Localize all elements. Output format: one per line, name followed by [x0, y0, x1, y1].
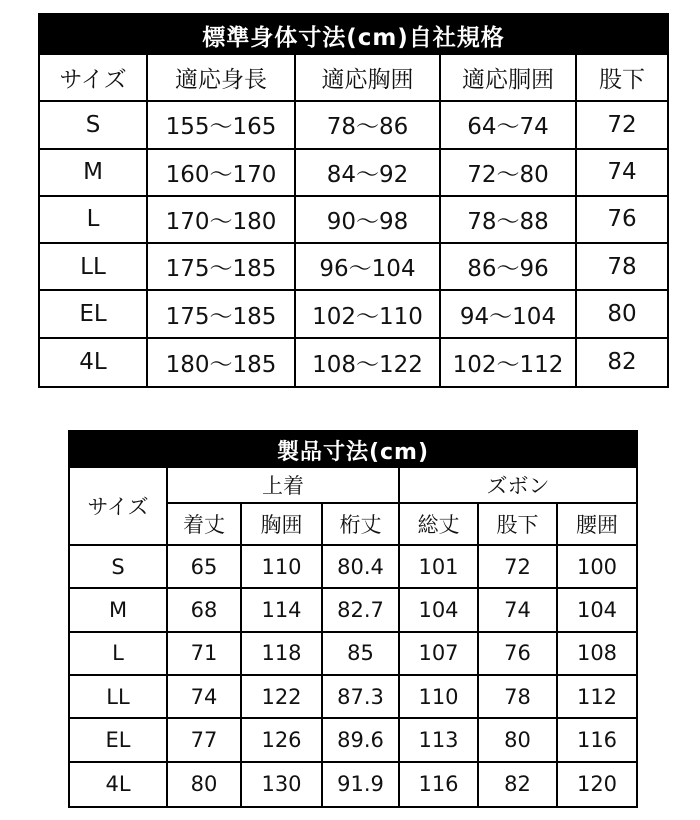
product-measurements-table — [68, 430, 638, 808]
column-header: 胸囲 — [242, 504, 323, 546]
table-cell: 80 — [479, 719, 558, 762]
table-cell: 120 — [576, 772, 618, 797]
column-header: 股下 — [577, 55, 667, 102]
size-cell: L — [70, 633, 168, 676]
table-cell: 65 — [168, 546, 242, 589]
table-cell: 113 — [400, 719, 479, 762]
table-cell: 72 — [479, 546, 558, 589]
column-header: 適応身長 — [148, 55, 296, 102]
column-header: 着丈 — [168, 504, 242, 546]
table-cell: 86～96 — [441, 244, 577, 291]
table-cell: 116 — [400, 763, 479, 806]
table-cell: 78～88 — [441, 197, 577, 244]
size-cell: M — [70, 589, 168, 632]
table-cell: 110 — [242, 546, 323, 589]
table-cell: 160～170 — [148, 150, 296, 197]
table-cell: 80.4 — [323, 546, 400, 589]
table-cell: 107 — [400, 633, 479, 676]
table-cell: 68 — [168, 589, 242, 632]
column-header: 総丈 — [400, 504, 479, 546]
table-cell: 155～165 — [148, 102, 296, 149]
table-cell: 80 — [168, 763, 242, 806]
table-cell: 85 — [323, 633, 400, 676]
size-cell: L — [40, 197, 148, 244]
table-cell: 122 — [242, 676, 323, 719]
size-cell: 4L — [40, 339, 148, 386]
table-cell: 72～80 — [441, 150, 577, 197]
size-cell: S — [70, 546, 168, 589]
group-header-pants: ズボン — [400, 468, 636, 504]
table-cell: 180～185 — [148, 339, 296, 386]
table-cell: 82 — [607, 349, 637, 376]
table-cell: 74 — [479, 589, 558, 632]
table-cell: 80 — [577, 291, 667, 338]
size-cell: 4L — [70, 763, 168, 806]
table-cell: 84～92 — [296, 150, 441, 197]
group-header-jacket: 上着 — [168, 468, 400, 504]
table-cell: 108 — [558, 633, 636, 676]
column-header: サイズ — [40, 55, 148, 102]
table-cell: 82.7 — [323, 589, 400, 632]
table-cell: 108～122 — [296, 339, 441, 386]
table-cell: 74 — [168, 676, 242, 719]
table-cell: 78～86 — [296, 102, 441, 149]
table-cell: 89.6 — [323, 719, 400, 762]
table-cell: 74 — [577, 150, 667, 197]
size-cell: LL — [70, 676, 168, 719]
table-cell: 71 — [168, 633, 242, 676]
table-cell: 104 — [400, 589, 479, 632]
table-cell: 64～74 — [441, 102, 577, 149]
table-cell: 100 — [558, 546, 636, 589]
table-cell: 118 — [242, 633, 323, 676]
table-cell: 76 — [479, 633, 558, 676]
size-cell: M — [40, 150, 148, 197]
size-cell: LL — [40, 244, 148, 291]
table-cell: 76 — [577, 197, 667, 244]
table-cell: 87.3 — [323, 676, 400, 719]
product-measurements-grid — [70, 468, 636, 806]
table-cell: 104 — [558, 589, 636, 632]
table-cell: 102～110 — [296, 291, 441, 338]
table-cell: 91.9 — [323, 763, 400, 806]
table-cell: 94～104 — [441, 291, 577, 338]
table-cell: 126 — [242, 719, 323, 762]
table-cell: 78 — [479, 676, 558, 719]
product-measurements-title: 製品寸法(cm) — [70, 432, 636, 468]
table-cell: 101 — [400, 546, 479, 589]
column-header: 股下 — [479, 504, 558, 546]
table-cell: 112 — [558, 676, 636, 719]
body-measurements-grid — [40, 55, 667, 386]
column-header: 適応胴囲 — [441, 55, 577, 102]
table-cell: 110 — [400, 676, 479, 719]
column-header: 腰囲 — [558, 504, 636, 546]
table-cell: 130 — [242, 763, 323, 806]
table-cell: 170～180 — [148, 197, 296, 244]
table-cell: 116 — [558, 719, 636, 762]
column-header: 桁丈 — [323, 504, 400, 546]
table-cell: 78 — [577, 244, 667, 291]
table-cell: 114 — [242, 589, 323, 632]
table-cell: 175～185 — [148, 291, 296, 338]
table-cell: 72 — [577, 102, 667, 149]
table-cell: 77 — [168, 719, 242, 762]
table-cell: 82 — [479, 763, 558, 806]
size-cell: S — [40, 102, 148, 149]
size-header: サイズ — [70, 468, 168, 546]
table-cell: 175～185 — [148, 244, 296, 291]
table-cell: 96～104 — [296, 244, 441, 291]
body-measurements-table — [38, 13, 669, 388]
table-cell: 90～98 — [296, 197, 441, 244]
table-cell: 102～112 — [441, 339, 577, 386]
body-measurements-title: 標準身体寸法(cm)自社規格 — [40, 15, 667, 55]
size-cell: EL — [40, 291, 148, 338]
size-cell: EL — [70, 719, 168, 762]
column-header: 適応胸囲 — [296, 55, 441, 102]
